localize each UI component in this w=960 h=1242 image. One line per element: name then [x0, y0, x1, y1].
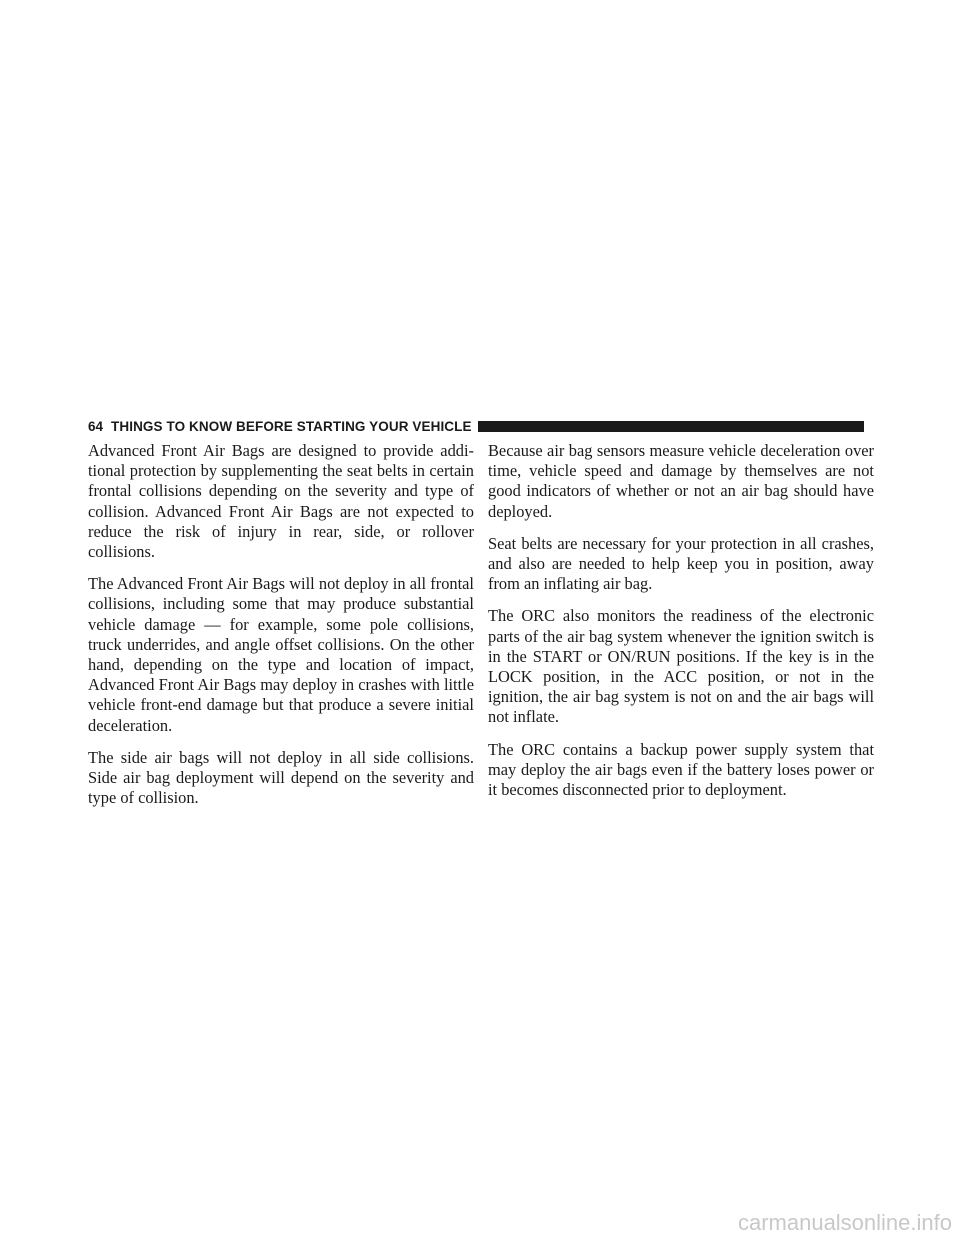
paragraph: The ORC also monitors the readiness of the electronic parts of the air bag system whenever the ignition switch is in the START or ON/RUN positions. If the key is in the LOCK position, in the ACC position, or not in the ignition, the air bag system is not on and the air bags will not inflate.: [488, 606, 874, 727]
page-header: [88, 417, 864, 435]
section-title: THINGS TO KNOW BEFORE STARTING YOUR VEHICLE: [111, 418, 472, 434]
right-column: [488, 441, 874, 812]
paragraph: The Advanced Front Air Bags will not deploy in all frontal collisions, including some that may produce substantial vehicle damage — for example, some pole collisions, truck underrides, and angle offset collisions. On the other hand, depending on the type and location of impact, Advanced Front Air Bags may deploy in crashes with little vehicle front-end damage but that produce a severe initial deceleration.: [88, 574, 474, 735]
left-column: [88, 441, 474, 820]
paragraph: The side air bags will not deploy in all side collisions. Side air bag deployment will depend on the severity and type of collision.: [88, 747, 474, 808]
paragraph: Because air bag sensors measure vehicle deceleration over time, vehicle speed and damage by themselves are not good indicators of whether or not an air bag should have deployed.: [488, 441, 874, 521]
watermark: carmanualsonline.info: [737, 1210, 952, 1235]
paragraph: Seat belts are necessary for your protection in all crashes, and also are needed to help keep you in position, away from an inflating air bag.: [488, 533, 874, 594]
header-rule: [478, 421, 864, 432]
paragraph: The ORC contains a backup power supply system that may deploy the air bags even if the battery loses power or it becomes disconnected prior to deployment.: [488, 739, 874, 800]
page-number: 64: [88, 418, 104, 434]
paragraph: Advanced Front Air Bags are designed to provide additional protection by supplementing the seat belts in certain frontal collisions depending on the severity and type of collision. Advanced Front Air Bags are not expected to reduce the risk of injury in rear, side, or rollover collisions.: [88, 441, 474, 562]
